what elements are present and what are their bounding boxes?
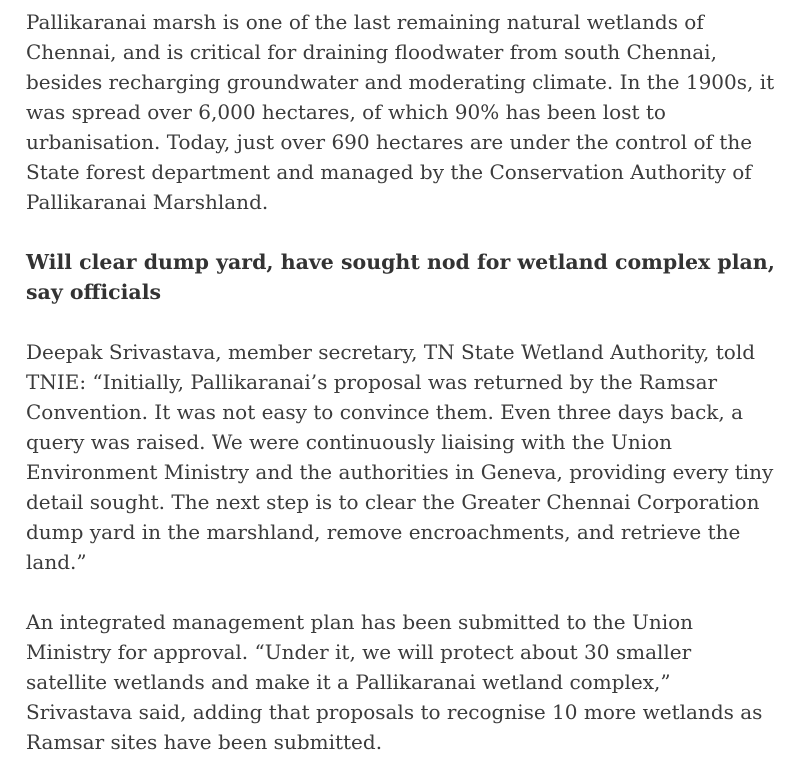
article-subheading: Will clear dump yard, have sought nod for wetland complex plan, say officials (26, 250, 775, 304)
article-paragraph-intro: Pallikaranai marsh is one of the last remaining natural wetlands of Chennai, and is critical for draining floodwater from south Chennai, besides recharging groundwater and moderating climate. In the 1900s, it was spread over 6,000 hectares, of which 90% has been lost to urbanisation. Today, just over 690 hectares are under the control of the State forest department and managed by the Conservation Authority of Pallikaranai Marshland. (26, 10, 775, 214)
article-paragraph-quote: Deepak Srivastava, member secretary, TN State Wetland Authority, told TNIE: “Initially, Pallikaranai’s proposal was returned by the Ramsar Convention. It was not easy to convince them. Even three days back, a query was raised. We were continuously liaising with the Union Environment Ministry and the authorities in Geneva, providing every tiny detail sought. The next step is to clear the Greater Chennai Corporation dump yard in the marshland, remove encroachments, and retrieve the land.” (26, 340, 774, 574)
article-paragraph-plan: An integrated management plan has been submitted to the Union Ministry for approval. “Under it, we will protect about 30 smaller satellite wetlands and make it a Pallikaranai wetland complex,” Srivastava said, adding that proposals to recognise 10 more wetlands as Ramsar sites have been submitted. (26, 610, 763, 754)
